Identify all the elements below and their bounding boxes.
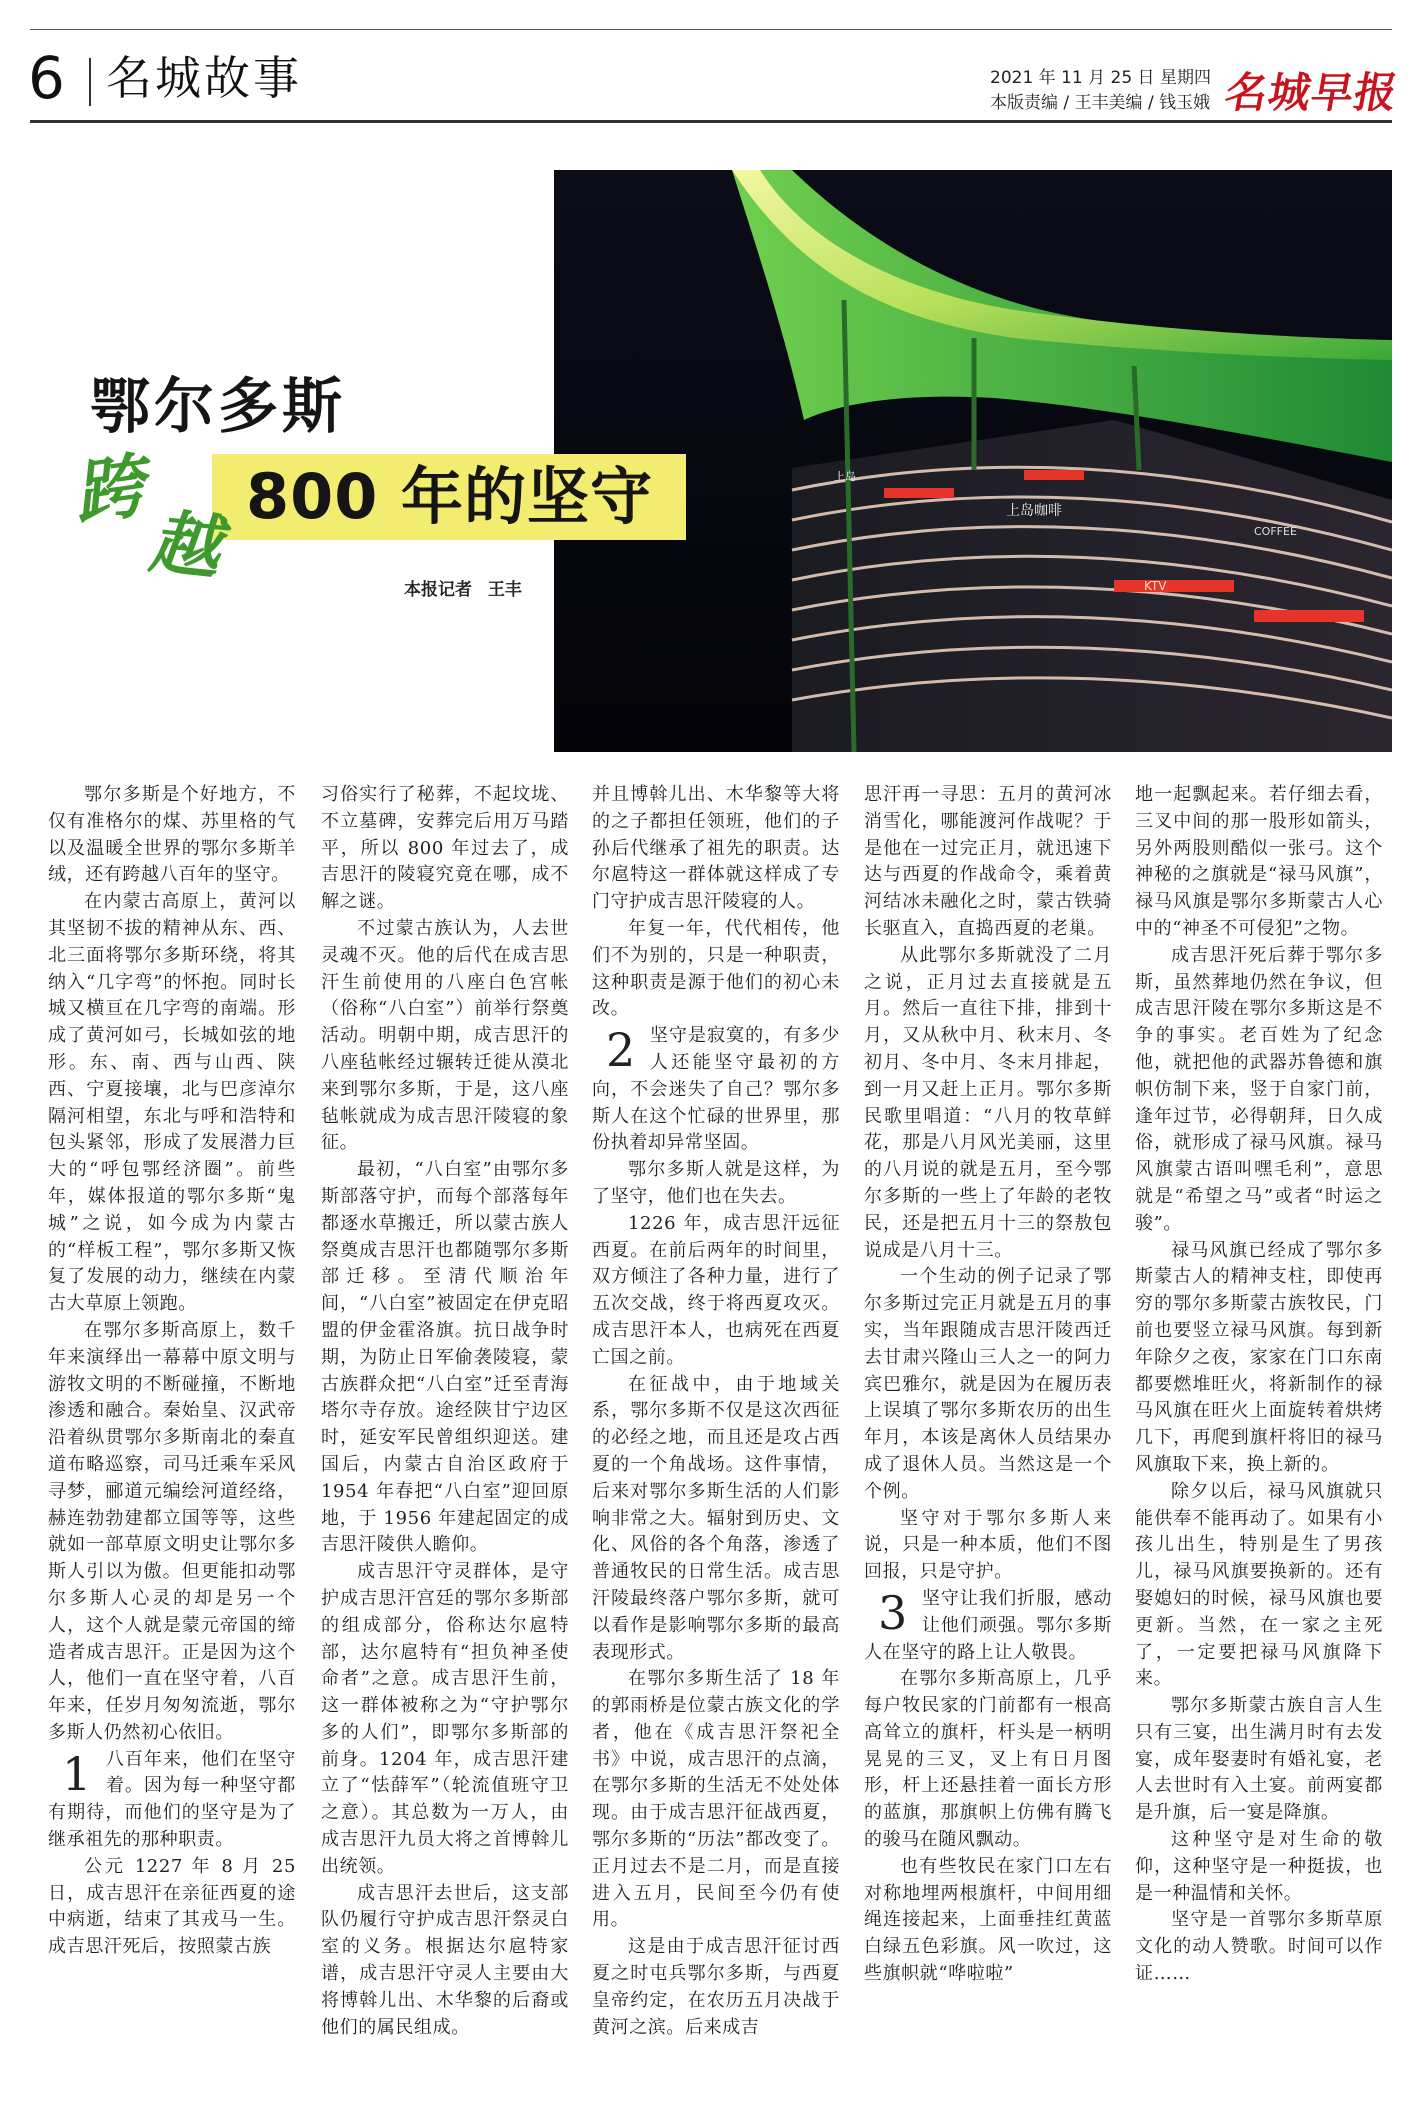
paragraph <box>864 1586 1112 1666</box>
text-column-5 <box>1135 782 1383 1988</box>
paragraph: 最初，“八白室”由鄂尔多斯部落守护，而每个部落每年都逐水草搬迁，所以蒙古族人祭奠成吉思汗也都随鄂尔多斯部迁移。至清代顺治年间，“八白室”被固定在伊克昭盟的伊金霍洛旗。抗日战争时期，为防止日军偷袭陵寝，蒙古族群众把“八白室”迁至青海塔尔寺存放。途经陕甘宁边区时，延安军民曾组织迎送。建国后，内蒙古自治区政府于 1954 年春把“八白室”迎回原地，于 1956 年建起固定的成吉思汗陵供人瞻仰。 <box>321 1159 569 1556</box>
text-column-1 <box>48 782 296 1961</box>
header-bottom-rule <box>30 120 1392 123</box>
paragraph: 并且博斡儿出、木华黎等大将的之子都担任领班，他们的子孙后代继承了祖先的职责。达尔扈特这一群体就这样成了专门守护成吉思汗陵寝的人。 <box>592 784 840 913</box>
paragraph: 从此鄂尔多斯就没了二月之说，正月过去直接就是五月。然后一直往下排，排到十月，又从秋中月、秋末月、冬初月、冬中月、冬末月排起，到一月又赶上正月。鄂尔多斯民歌里唱道：“八月的牧草鲜花，那是八月风光美丽，这里的八月说的就是五月，至今鄂尔多斯的一些上了年龄的老牧民，还是把五月十三的祭敖包说成是八月十三。 <box>864 944 1112 1261</box>
paragraph: 禄马风旗已经成了鄂尔多斯蒙古人的精神支柱，即使再穷的鄂尔多斯蒙古族牧民，门前也要竖立禄马风旗。每到新年除夕之夜，家家在门口东南都要燃堆旺火，将新制作的禄马风旗在旺火上面旋转着烘烤几下，再爬到旗杆将旧的禄马风旗取下来，换上新的。 <box>1135 1239 1383 1475</box>
paragraph: 地一起飘起来。若仔细去看，三叉中间的那一股形如箭头，另外两股则酷似一张弓。这个神秘的之旗就是“禄马风旗”，禄马风旗是鄂尔多斯蒙古人心中的“神圣不可侵犯”之物。 <box>1135 784 1383 939</box>
section-title: 名城故事 <box>106 51 302 105</box>
text-column-4 <box>864 782 1112 1988</box>
section-number-1: 1 <box>62 1746 92 1801</box>
paper-logo: 名城早报 <box>1221 68 1402 117</box>
paragraph: 成吉思汗死后葬于鄂尔多斯，虽然葬地仍然在争议，但成吉思汗陵在鄂尔多斯这是不争的事实。老百姓为了纪念他，就把他的武器苏鲁德和旗帜仿制下来，竖于自家门前，逢年过节，必得朝拜，日久成俗，就形成了禄马风旗。禄马风旗蒙古语叫嘿毛利”，意思就是“希望之马”或者“时运之骏”。 <box>1135 944 1383 1234</box>
paragraph-text: 坚守是寂寞的，有多少人还能坚守最初的方向，不会迷失了自己？鄂尔多斯人在这个忙碌的世界里，那份执着却异常坚固。 <box>592 1025 840 1154</box>
paragraph: 公元 1227 年 8 月 25 日，成吉思汗在亲征西夏的途中病逝，结束了其戎马一生。成吉思汗死后，按照蒙古族 <box>48 1855 296 1958</box>
paragraph: 不过蒙古族认为，人去世灵魂不灭。他的后代在成吉思汗生前使用的八座白色宫帐（俗称“八白室”）前举行祭奠活动。明朝中期，成吉思汗的八座毡帐经过辗转迁徙从漠北来到鄂尔多斯，于是，这八座毡帐就成为成吉思汗陵寝的象征。 <box>321 917 569 1154</box>
paragraph-text: 八百年来，他们在坚守着。因为每一种坚守都有期待，而他们的坚守是为了继承祖先的那种职责。 <box>48 1748 296 1851</box>
paragraph: 成吉思汗去世后，这支部队仍履行守护成吉思汗祭灵白室的义务。根据达尔扈特家谱，成吉思汗守灵人主要由大将博斡儿出、木华黎的后裔或他们的属民组成。 <box>321 1882 569 2038</box>
photo-sign: 上岛 <box>834 470 856 483</box>
paragraph: 在征战中，由于地域关系，鄂尔多斯不仅是这次西征的必经之地，而且还是攻占西夏的一个角战场。这件事情，后来对鄂尔多斯生活的人们影响非常之大。辐射到历史、文化、风俗的各个角落，渗透了普通牧民的日常生活。成吉思汗陵最终落户鄂尔多斯，就可以看作是影响鄂尔多斯的最高表现形式。 <box>592 1373 840 1663</box>
photo-sign: COFFEE <box>1254 525 1297 538</box>
paragraph: 在鄂尔多斯高原上，数千年来演绎出一幕幕中原文明与游牧文明的不断碰撞，不断地渗透和融合。秦始皇、汉武帝沿着纵贯鄂尔多斯南北的秦直道布略巡察，司马迁乘车采风寻梦，郦道元编绘河道经络，赫连勃勃建都立国等等，这些就如一部草原文明史让鄂尔多斯人引以为傲。但更能扣动鄂尔多斯人心灵的却是另一个人，这个人就是蒙元帝国的缔造者成吉思汗。正是因为这个人，他们一直在坚守着，八百年来，任岁月匆匆流逝，鄂尔多斯人仍然初心依旧。 <box>48 1319 296 1743</box>
paragraph <box>592 1023 840 1157</box>
headline-main: 鄂尔多斯 <box>90 372 346 442</box>
section-number-3: 3 <box>878 1585 908 1640</box>
section-number-2: 2 <box>606 1023 636 1078</box>
paragraph: 思汗再一寻思：五月的黄河冰消雪化，哪能渡河作战呢？于是他在一过完正月，就迅速下达与西夏的作战命令，乘着黄河结冰未融化之时，蒙古铁骑长驱直入，直捣西夏的老巢。 <box>864 784 1112 939</box>
paragraph: 鄂尔多斯蒙古族自言人生只有三宴，出生满月时有去发宴，成年娶妻时有婚礼宴，老人去世时有入土宴。前两宴都是升旗，后一宴是降旗。 <box>1135 1695 1383 1824</box>
text-column-3 <box>592 782 840 2041</box>
paragraph: 坚守对于鄂尔多斯人来说，只是一种本质，他们不图回报，只是守护。 <box>864 1507 1112 1583</box>
paragraph: 习俗实行了秘葬，不起坟垅、不立墓碑，安葬完后用万马踏平，所以 800 年过去了，成吉思汗的陵寝究竟在哪，成不解之谜。 <box>321 784 569 913</box>
paragraph: 除夕以后，禄马风旗就只能供奉不能再动了。如果有小孩儿出生，特别是生了男孩儿，禄马风旗要换新的。还有娶媳妇的时候，禄马风旗也要更新。当然，在一家之主死了，一定要把禄马风旗降下来。 <box>1135 1480 1383 1690</box>
paragraph: 也有些牧民在家门口左右对称地埋两根旗杆，中间用细绳连接起来，上面垂挂红黄蓝白绿五色彩旗。风一吹过，这些旗帜就“哗啦啦” <box>864 1855 1112 1985</box>
paragraph: 1226 年，成吉思汗远征西夏。在前后两年的时间里，双方倾注了各种力量，进行了五次交战，终于将西夏攻灭。成吉思汗本人，也病死在西夏亡国之前。 <box>592 1212 840 1368</box>
photo-sign: 上岛咖啡 <box>1006 503 1062 519</box>
text-column-2 <box>321 782 569 2041</box>
header-top-rule <box>30 29 1392 30</box>
header-separator <box>89 58 91 106</box>
paragraph: 成吉思汗守灵群体，是守护成吉思汗宫廷的鄂尔多斯部的组成部分，俗称达尔扈特部，达尔扈特有“担负神圣使命者”之意。成吉思汗生前，这一群体被称之为“守护鄂尔多的人们”，即鄂尔多斯部的前身。1204 年，成吉思汗建立了“怯薛军”（轮流值班守卫之意）。其总数为一万人，由成吉思汗九员大将之首博斡儿出统领。 <box>321 1561 569 1877</box>
headline-sub: 800 年的坚守 <box>246 460 654 533</box>
issue-date: 2021 年 11 月 25 日 星期四 <box>990 68 1211 88</box>
paragraph: 这种坚守是对生命的敬仰，这种坚守是一种挺拔，也是一种温情和关怀。 <box>1135 1829 1383 1904</box>
paragraph-text: 坚守让我们折服，感动让他们顽强。鄂尔多斯人在坚守的路上让人敬畏。 <box>864 1587 1112 1663</box>
headline-brush-char-1: 跨 <box>68 443 150 536</box>
paragraph: 在鄂尔多斯高原上，几乎每户牧民家的门前都有一根高高耸立的旗杆，杆头是一柄明晃晃的三叉，叉上有日月图形，杆上还悬挂着一面长方形的蓝旗，那旗帜上仿佛有腾飞的骏马在随风飘动。 <box>864 1668 1112 1851</box>
paragraph: 年复一年，代代相传，他们不为别的，只是一种职责，这种职责是源于他们的初心未改。 <box>592 917 840 1020</box>
paragraph: 这是由于成吉思汗征讨西夏之时屯兵鄂尔多斯，与西夏皇帝约定，在农历五月决战于黄河之滨。后来成吉 <box>592 1936 840 2038</box>
photo-sign: KTV <box>1144 579 1167 593</box>
headline-brush-char-2: 越 <box>145 499 225 590</box>
byline: 本报记者 王丰 <box>404 580 522 600</box>
page-number: 6 <box>28 44 65 112</box>
paragraph: 鄂尔多斯是个好地方，不仅有准格尔的煤、苏里格的气以及温暖全世界的鄂尔多斯羊绒，还有跨越八百年的坚守。 <box>48 784 296 886</box>
paragraph: 在鄂尔多斯生活了 18 年的郭雨桥是位蒙古族文化的学者，他在《成吉思汗祭祀全书》中说，成吉思汗的点滴，在鄂尔多斯的生活无不处处体现。由于成吉思汗征战西夏，鄂尔多斯的“历法”都改变了。正月过去不是二月，而是直接进入五月，民间至今仍有使用。 <box>592 1668 840 1931</box>
paragraph: 鄂尔多斯人就是这样，为了坚守，他们也在失去。 <box>592 1159 840 1207</box>
paragraph <box>48 1747 296 1854</box>
paragraph: 坚守是一首鄂尔多斯草原文化的动人赞歌。时间可以作证…… <box>1135 1909 1383 1985</box>
editors-line: 本版责编 / 王丰美编 / 钱玉娥 <box>990 93 1211 113</box>
paragraph: 一个生动的例子记录了鄂尔多斯过完正月就是五月的事实，当年跟随成吉思汗陵西迁去甘肃兴隆山三人之一的阿力宾巴雅尔，就是因为在履历表上误填了鄂尔多斯农历的出生年月，本该是离休人员结果办成了退休人员。当然这是一个个例。 <box>864 1266 1112 1502</box>
paragraph: 在内蒙古高原上，黄河以其坚韧不拔的精神从东、西、北三面将鄂尔多斯环绕，将其纳入“几字弯”的怀抱。同时长城又横亘在几字弯的南端。形成了黄河如弓，长城如弦的地形。东、南、西与山西、陕西、宁夏接壤，北与巴彦淖尔隔河相望，东北与呼和浩特和包头紧邻，形成了发展潜力巨大的“呼包鄂经济圈”。前些年，媒体报道的鄂尔多斯“鬼城”之说，如今成为内蒙古的“样板工程”，鄂尔多斯又恢复了发展的动力，继续在内蒙古大草原上领跑。 <box>48 891 296 1315</box>
